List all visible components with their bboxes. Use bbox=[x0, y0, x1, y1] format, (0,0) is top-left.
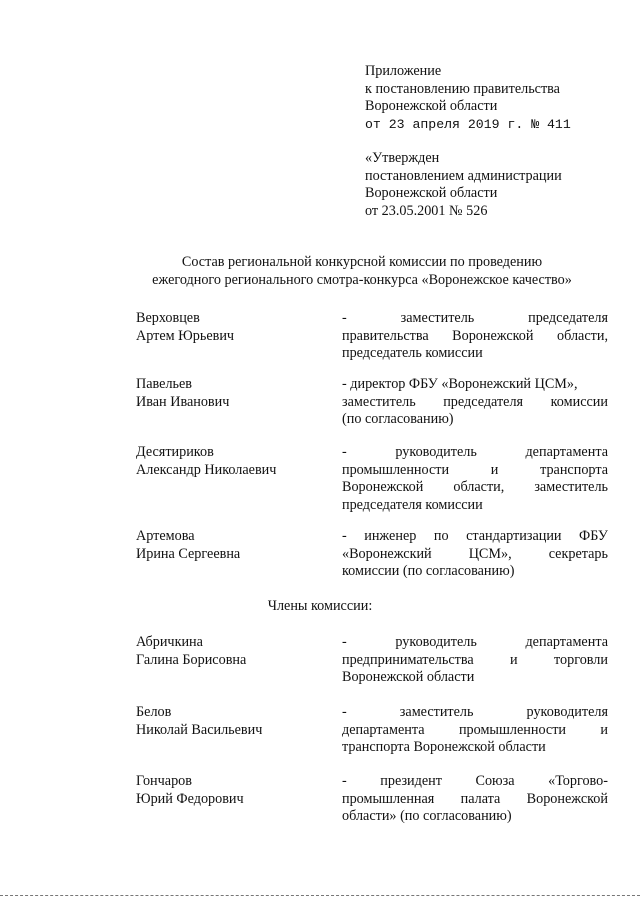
role-word: президент bbox=[380, 773, 442, 789]
members-subhead: Члены комиссии: bbox=[267, 598, 373, 614]
role-line bbox=[342, 652, 608, 670]
role-line bbox=[342, 634, 608, 652]
approved-line-1: «Утвержден bbox=[365, 150, 440, 166]
role-word: и bbox=[490, 461, 499, 478]
role-word: инженер bbox=[364, 528, 417, 544]
approved-header bbox=[365, 150, 625, 220]
role-word: промышленная bbox=[342, 790, 435, 807]
role-word: Воронежской bbox=[452, 327, 534, 344]
role-word: промышленности bbox=[342, 461, 450, 478]
member-surname: Гончаров bbox=[136, 773, 192, 789]
role-line bbox=[342, 791, 608, 809]
role-word: секретарь bbox=[548, 545, 608, 562]
role-word: заместитель bbox=[342, 393, 416, 410]
role-word: заместитель bbox=[534, 479, 608, 496]
role-word: - bbox=[342, 773, 347, 789]
appendix-line-2: к постановлению правительства bbox=[365, 80, 560, 97]
member-given-names: Юрий Федорович bbox=[136, 790, 244, 807]
role-word: комиссии (по согласованию) bbox=[342, 563, 515, 580]
role-word: по bbox=[433, 528, 449, 544]
member-surname: Верховцев bbox=[136, 310, 200, 326]
member-given-names: Николай Васильевич bbox=[136, 721, 263, 738]
role-line bbox=[342, 328, 608, 346]
member-surname: Десятириков bbox=[136, 444, 214, 460]
role-word: департамента bbox=[525, 634, 608, 650]
role-word: «Воронежский bbox=[342, 545, 432, 562]
role-word: области» (по согласованию) bbox=[342, 808, 512, 825]
approved-line-2: постановлением администрации bbox=[365, 167, 562, 184]
member-surname: Белов bbox=[136, 704, 172, 720]
role-word: заместитель bbox=[399, 704, 474, 720]
role-word: руководитель bbox=[395, 634, 477, 650]
role-line bbox=[342, 669, 608, 687]
role-line bbox=[342, 528, 608, 546]
member-name bbox=[136, 310, 336, 345]
role-word: промышленности bbox=[458, 721, 566, 738]
role-word: - bbox=[342, 704, 347, 720]
role-line bbox=[342, 704, 608, 722]
member-surname: Артемова bbox=[136, 528, 195, 544]
role-word: стандартизации bbox=[466, 528, 562, 544]
role-word: транспорта bbox=[540, 461, 608, 478]
appendix-line-3: Воронежской области bbox=[365, 98, 498, 115]
role-line bbox=[342, 563, 608, 581]
member-given-names: Иван Иванович bbox=[136, 393, 230, 410]
member-given-names: Ирина Сергеевна bbox=[136, 545, 241, 562]
role-word: Воронежской области bbox=[342, 669, 475, 686]
member-surname: Павельев bbox=[136, 376, 193, 392]
role-line bbox=[342, 376, 608, 394]
member-role bbox=[342, 634, 608, 687]
member-name bbox=[136, 444, 336, 479]
role-word: транспорта Воронежской области bbox=[342, 739, 546, 756]
member-name bbox=[136, 634, 336, 669]
role-word: предпринимательства bbox=[342, 651, 474, 668]
member-role bbox=[342, 528, 608, 581]
approved-line-3: Воронежской области bbox=[365, 185, 498, 202]
role-word: «Торгово- bbox=[548, 773, 608, 789]
role-line bbox=[342, 739, 608, 757]
role-line bbox=[342, 497, 608, 515]
title-line-2: ежегодного регионального смотра-конкурса «Воронежское качество» bbox=[152, 271, 572, 288]
role-line bbox=[342, 462, 608, 480]
role-word: председателя комиссии bbox=[342, 496, 483, 513]
role-line bbox=[342, 479, 608, 497]
role-word: торговли bbox=[554, 651, 608, 668]
role-line bbox=[342, 345, 608, 363]
role-word: руководителя bbox=[526, 704, 608, 720]
member-given-names: Галина Борисовна bbox=[136, 651, 247, 668]
member-name bbox=[136, 528, 336, 563]
member-given-names: Александр Николаевич bbox=[136, 461, 277, 478]
page-bottom-divider bbox=[0, 895, 640, 897]
member-name bbox=[136, 704, 336, 739]
role-word: - bbox=[342, 528, 347, 544]
member-role bbox=[342, 773, 608, 826]
member-role bbox=[342, 310, 608, 363]
role-word: - bbox=[342, 310, 347, 326]
role-word: председатель комиссии bbox=[342, 345, 483, 362]
role-word: Воронежской bbox=[342, 479, 424, 496]
appendix-header bbox=[365, 63, 625, 133]
role-line bbox=[342, 808, 608, 826]
role-line bbox=[342, 394, 608, 412]
member-role bbox=[342, 376, 608, 429]
member-role bbox=[342, 704, 608, 757]
role-line bbox=[342, 444, 608, 462]
role-line bbox=[342, 773, 608, 791]
approved-line-4: от 23.05.2001 № 526 bbox=[365, 202, 488, 219]
member-role bbox=[342, 444, 608, 514]
role-word: - bbox=[342, 634, 347, 650]
role-word: ЦСМ», bbox=[468, 545, 512, 562]
role-word: области, bbox=[557, 327, 608, 344]
role-word: (по согласованию) bbox=[342, 411, 454, 428]
role-word: департамента bbox=[342, 721, 425, 738]
member-surname: Абричкина bbox=[136, 634, 203, 650]
appendix-line-4: от 23 апреля 2019 г. № 411 bbox=[365, 116, 571, 132]
role-word: комиссии bbox=[550, 393, 608, 410]
role-word: руководитель bbox=[395, 444, 477, 460]
role-word: области, bbox=[453, 479, 505, 496]
role-word: заместитель bbox=[400, 310, 475, 326]
role-word: председателя bbox=[528, 310, 608, 326]
role-word: ФБУ bbox=[579, 528, 608, 544]
role-word: и bbox=[600, 721, 608, 738]
member-given-names: Артем Юрьевич bbox=[136, 327, 235, 344]
role-word: - bbox=[342, 444, 347, 460]
member-name bbox=[136, 376, 336, 411]
role-word: председателя bbox=[443, 393, 524, 410]
role-word: палата bbox=[460, 790, 501, 807]
role-line bbox=[342, 546, 608, 564]
role-word: - директор ФБУ «Воронежский ЦСМ», bbox=[342, 376, 578, 392]
role-line bbox=[342, 722, 608, 740]
role-line bbox=[342, 310, 608, 328]
role-word: и bbox=[510, 651, 518, 668]
role-line bbox=[342, 411, 608, 429]
member-name bbox=[136, 773, 336, 808]
appendix-line-1: Приложение bbox=[365, 63, 442, 79]
role-word: Воронежской bbox=[526, 790, 608, 807]
role-word: правительства bbox=[342, 327, 429, 344]
title-line-1: Состав региональной конкурсной комиссии по проведению bbox=[181, 254, 543, 270]
role-word: Союза bbox=[475, 773, 515, 789]
role-word: департамента bbox=[525, 444, 608, 460]
document-title bbox=[120, 254, 604, 289]
